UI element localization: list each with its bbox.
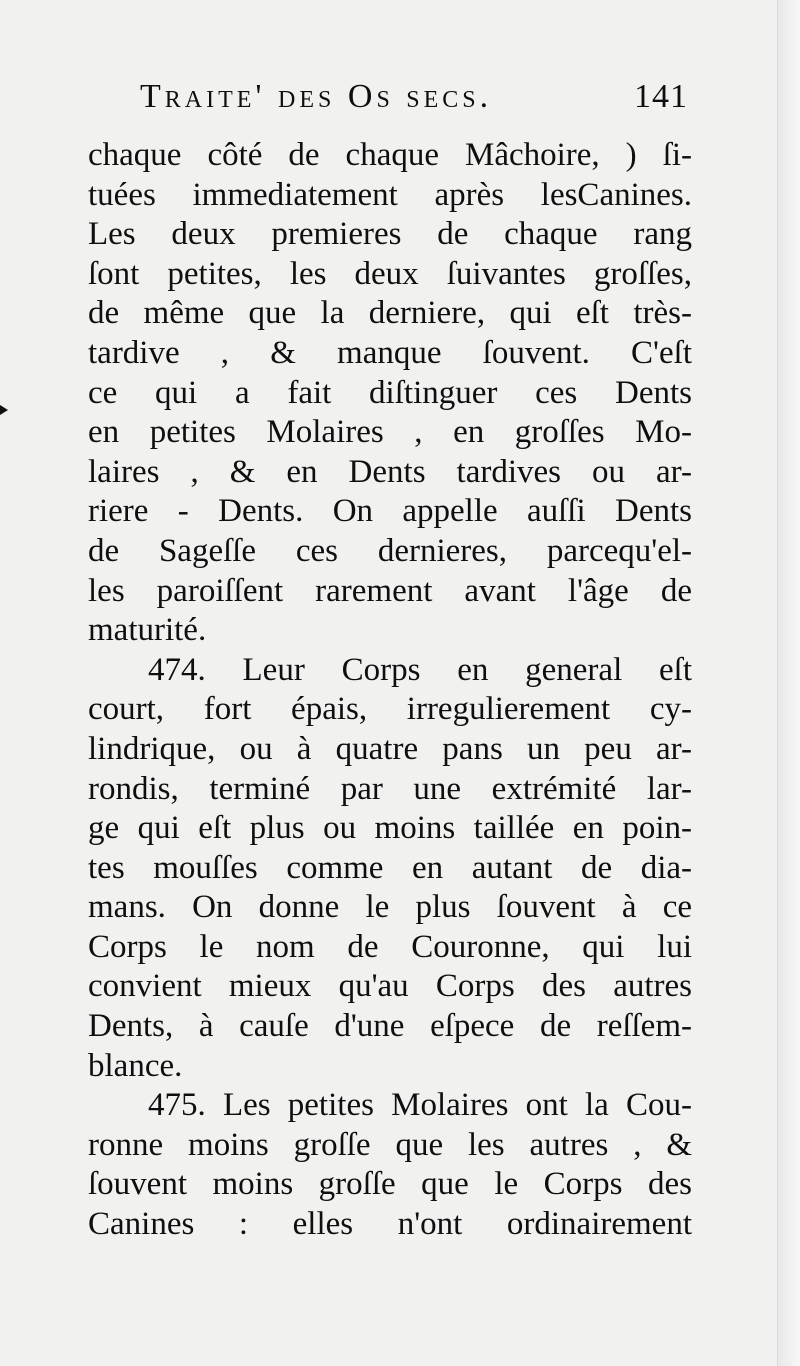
text-line: lindrique, ou à quatre pans un peu ar- <box>88 730 692 767</box>
text-line: Corps le nom de Couronne, qui lui <box>88 928 692 965</box>
text-line: ge qui eſt plus ou moins taillée en poin- <box>88 810 692 847</box>
paragraph-474 <box>88 651 692 1087</box>
paragraph-continuation <box>88 136 692 651</box>
text-line: en petites Molaires , en groſſes Mo- <box>88 414 692 451</box>
text-line: ſouvent moins groſſe que le Corps des <box>88 1166 692 1203</box>
text-line: 474. Leur Corps en general eſt <box>148 651 692 688</box>
text-line: mans. On donne le plus ſouvent à ce <box>88 889 692 926</box>
text-line: tes mouſſes comme en autant de dia- <box>88 849 692 886</box>
text-line: convient mieux qu'au Corps des autres <box>88 968 692 1005</box>
text-line: Canines : elles n'ont ordinairement <box>88 1206 692 1243</box>
text-line: court, fort épais, irregulierement cy- <box>88 691 692 728</box>
text-line: 475. Les petites Molaires ont la Cou- <box>148 1087 692 1124</box>
page-edge-shadow <box>777 0 800 1366</box>
page-text <box>88 78 692 1245</box>
text-line: de Sageſſe ces dernieres, parcequ'el- <box>88 532 692 569</box>
text-line: riere - Dents. On appelle auſſi Dents <box>88 493 692 530</box>
paragraph-475 <box>88 1086 692 1244</box>
text-line: maturité. <box>88 612 207 649</box>
text-line: ſont petites, les deux ſuivantes groſſes, <box>88 255 692 292</box>
text-line: ce qui a fait diſtinguer ces Dents <box>88 374 692 411</box>
text-line: ronne moins groſſe que les autres , & <box>88 1126 692 1163</box>
text-line: laires , & en Dents tardives ou ar- <box>88 453 692 490</box>
text-line: tuées immediatement après lesCanines. <box>88 176 692 213</box>
margin-mark <box>0 405 8 415</box>
text-line: blance. <box>88 1047 183 1084</box>
page-number: 141 <box>634 78 688 115</box>
text-line: les paroiſſent rarement avant l'âge de <box>88 572 692 609</box>
text-line: Les deux premieres de chaque rang <box>88 216 692 253</box>
text-line: Dents, à cauſe d'une eſpece de reſſem- <box>88 1008 692 1045</box>
text-line: tardive , & manque ſouvent. C'eſt <box>88 334 692 371</box>
text-line: rondis, terminé par une extrémité lar- <box>88 770 692 807</box>
running-head <box>88 78 692 136</box>
text-line: chaque côté de chaque Mâchoire, ) ſi- <box>88 137 692 173</box>
text-line: de même que la derniere, qui eſt très- <box>88 295 692 332</box>
running-title: Traite' des Os secs. <box>140 78 493 115</box>
